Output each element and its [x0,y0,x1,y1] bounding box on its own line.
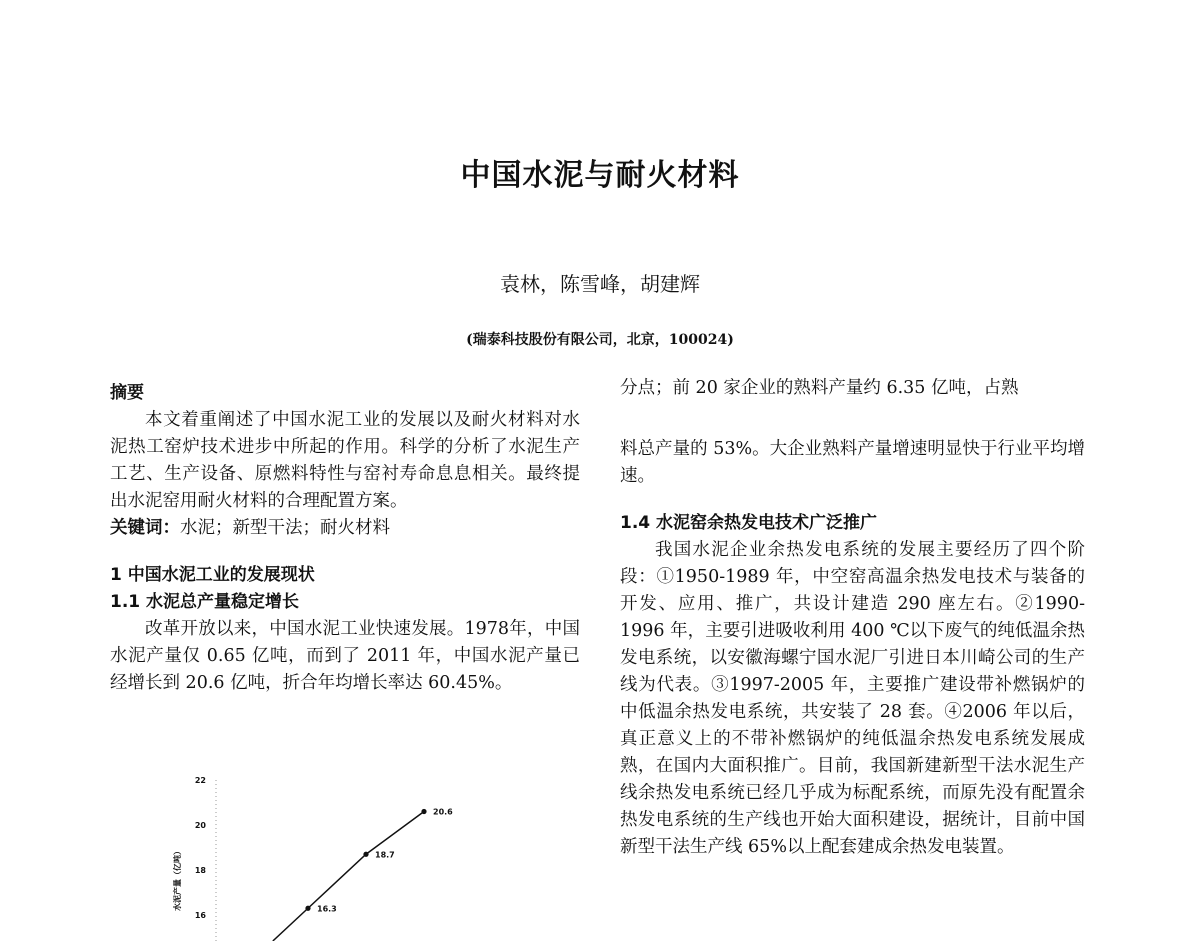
y-tick-label: 20 [194,821,206,830]
affiliation: (瑞泰科技股份有限公司，北京，100024) [466,332,734,348]
section-1-4-heading: 1.4 水泥窑余热发电技术广泛推广 [620,513,878,533]
abstract-heading: 摘要 [110,383,144,403]
data-label: 16.3 [317,904,337,914]
series-line-lead [273,908,308,941]
data-point [305,906,310,911]
data-point [363,852,368,857]
keywords-line [110,515,580,542]
section-1-4-text: 我国水泥企业余热发电系统的发展主要经历了四个阶段：①1950-1989 年，中空窑高温余热发电技术与装备的开发、应用、推广，共设计建造 290 座左右。②1990-1996 年，主要引进吸收利用 400 ℃以下废气的纯低温余热发电系统，以安徽海螺宁国水泥厂引进日本川崎公司的生产线为代表。③1997-2005 年，主要推广建设带补燃锅炉的中低温余热发电系统，共安装了 28 套。④2006 年以后，真正意义上的不带补燃锅炉的纯低温余热发电系统发展成熟，在国内大面积推广。目前，我国新建新型干法水泥生产线余热发电系统已经几乎成为标配系统，而原先没有配置余热发电系统的生产线也开始大面积建设，据统计，目前中国新型干法生产线 65%以上配套建成余热发电装置。 [620,540,1085,857]
right-column [620,375,1085,861]
paper-title: 中国水泥与耐火材料 [460,158,740,193]
data-label: 20.6 [433,807,453,817]
section-1-1-heading: 1.1 水泥总产量稳定增长 [110,592,300,612]
data-point [421,809,426,814]
right-para-2: 料总产量的 53%。大企业熟料产量增速明显快于行业平均增速。 [620,439,1085,486]
keywords-value: 水泥；新型干法；耐火材料 [180,518,390,538]
data-label: 18.7 [375,850,395,860]
abstract-text: 本文着重阐述了中国水泥工业的发展以及耐火材料对水泥热工窑炉技术进步中所起的作用。科学的分析了水泥生产工艺、生产设备、原燃料特性与窑衬寿命息息相关。最终提出水泥窑用耐火材料的合理配置方案。 [110,410,580,511]
series-line [308,812,424,909]
y-tick-label: 22 [194,776,206,785]
section-1-heading: 1 中国水泥工业的发展现状 [110,565,315,585]
section-1-1-text: 改革开放以来，中国水泥工业快速发展。1978年，中国水泥产量仅 0.65 亿吨，而到了 2011 年，中国水泥产量已经增长到 20.6 亿吨，折合年均增长率达 60.45%。 [110,619,580,693]
keywords-label: 关键词： [110,518,180,538]
left-column [110,380,580,697]
right-para-1: 分点；前 20 家企业的熟料产量约 6.35 亿吨，占熟 [620,378,1019,398]
y-tick-label: 18 [194,866,206,875]
author-list: 袁林，陈雪峰，胡建辉 [500,272,700,296]
y-tick-label: 16 [194,911,206,920]
y-axis-title: 水泥产量（亿吨） [173,847,182,911]
cement-output-chart [170,770,530,941]
chart-svg [170,770,530,941]
